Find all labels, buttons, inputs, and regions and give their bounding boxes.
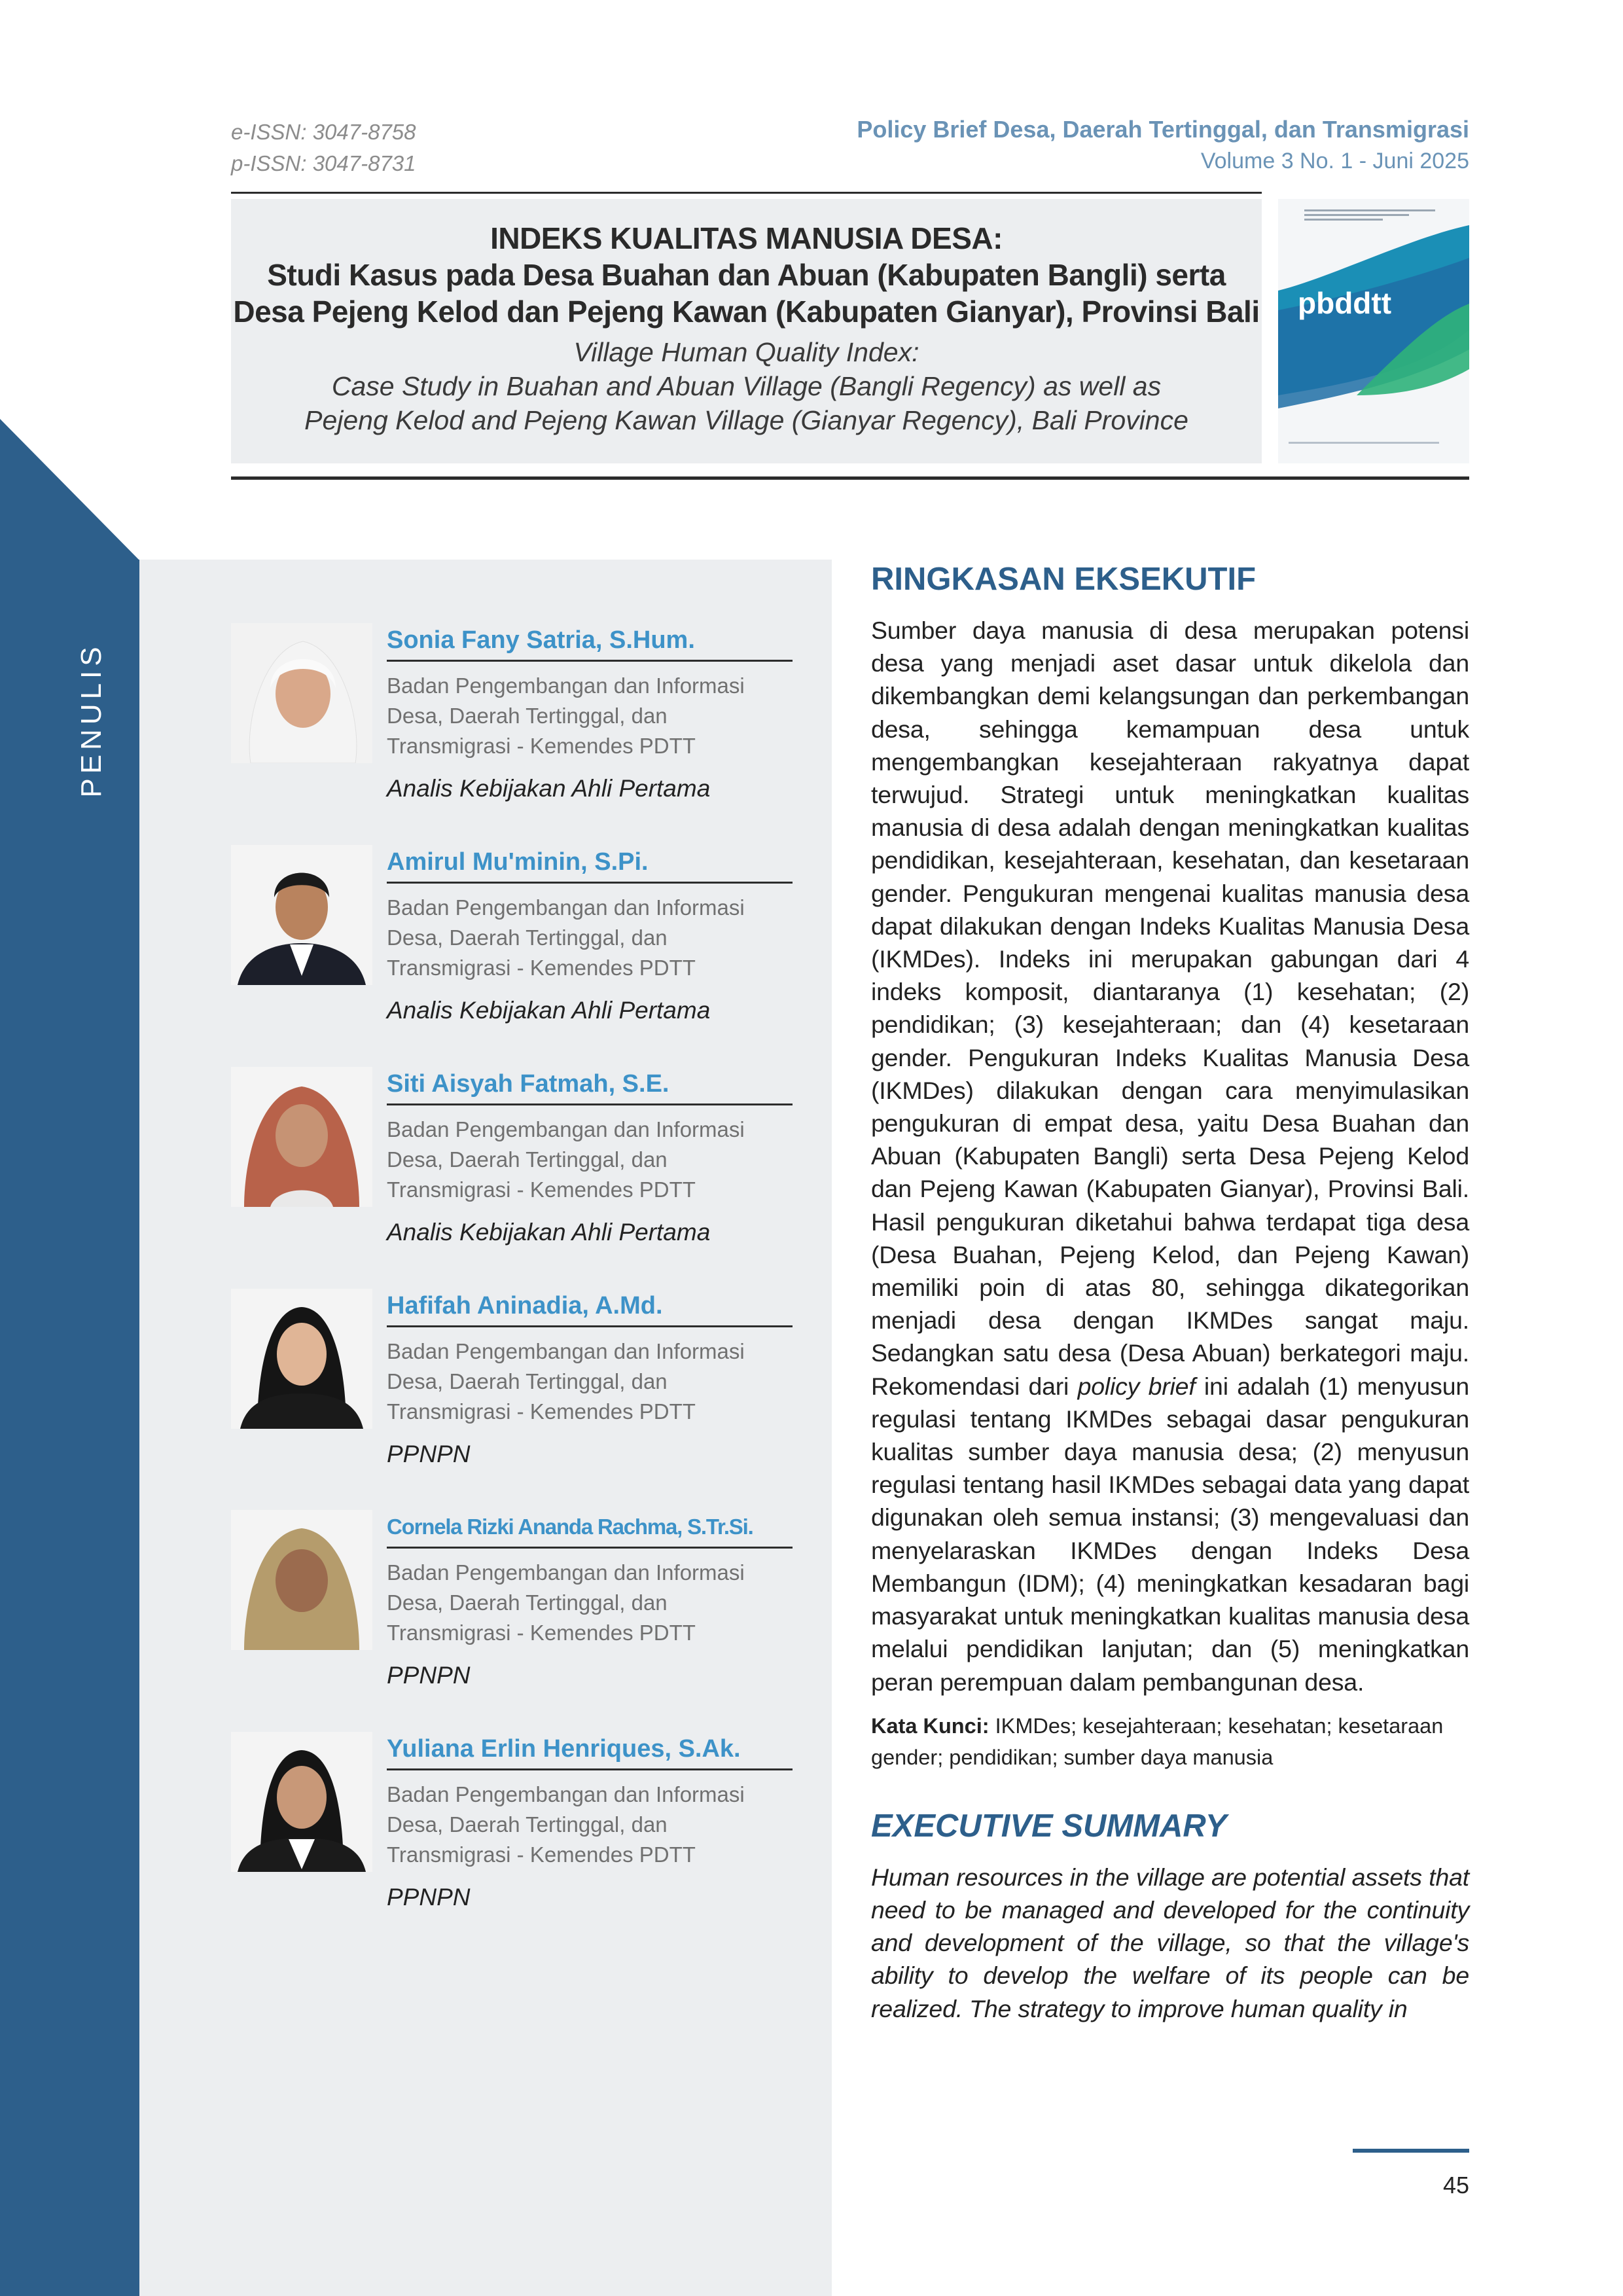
author-role: PPNPN (387, 1884, 471, 1910)
journal-volume: Volume 3 No. 1 - Juni 2025 (1200, 149, 1469, 173)
summary-column (871, 556, 1469, 2025)
title-english (231, 335, 1262, 437)
author-name: Siti Aisyah Fatmah, S.E. (387, 1067, 793, 1105)
author-name: Amirul Mu'minin, S.Pi. (387, 845, 793, 884)
institution-line: Transmigrasi - Kemendes PDTT (387, 1842, 696, 1867)
cover-footer-line (1289, 442, 1439, 444)
institution-line: Badan Pengembangan dan Informasi (387, 673, 745, 698)
ringkasan-text: ini adalah (1) menyusun regulasi tentang IKMDes sebagai dasar pengukuran kualitas sumber daya manusia desa; (2) menyusun regulasi tentang hasil IKMDes sebagai data yang dapat digunakan oleh semua instansi; (3) mengevaluasi dan menyelaraskan IKMDes dengan Indeks Desa Membangun (IDM); (4) meningkatkan kesadaran bagi masyarakat untuk meningkatkan kualitas manusia desa melalui pendidikan lanjutan; dan (5) meningkatkan peran perempuan dalam pembangunan desa. (871, 1372, 1470, 1696)
eissn-text: e-ISSN: 3047-8758 (231, 120, 416, 144)
executive-body: Human resources in the village are potential assets that need to be managed and developed for the continuity and development of the village, so that the village's ability to develop the welfare of its people can be realized. The strategy to improve human quality in (871, 1863, 1469, 2022)
keywords-label: Kata Kunci: (871, 1713, 990, 1738)
institution-line: Desa, Daerah Tertinggal, dan (387, 1812, 668, 1837)
author-role: PPNPN (387, 1441, 471, 1467)
title-en-line: Village Human Quality Index: (573, 337, 919, 367)
author-role: Analis Kebijakan Ahli Pertama (387, 775, 711, 802)
ringkasan-body (871, 614, 1469, 1698)
issn-block (231, 117, 416, 179)
institution-line: Desa, Daerah Tertinggal, dan (387, 1147, 668, 1172)
journal-cover-thumbnail (1278, 199, 1469, 463)
author-photo (231, 1289, 372, 1429)
author-institution (387, 893, 793, 983)
header-divider (231, 192, 1262, 194)
author-role: Analis Kebijakan Ahli Pertama (387, 997, 711, 1024)
cover-wave-graphic (1278, 199, 1469, 463)
keywords-list: IKMDes; kesejahteraan; kesehatan; kesetaraan gender; pendidikan; sumber daya manusia (871, 1713, 1444, 1769)
sidebar-band (0, 560, 139, 2296)
author-institution (387, 671, 793, 761)
institution-line: Badan Pengembangan dan Informasi (387, 1339, 745, 1363)
author-institution (387, 1780, 793, 1870)
ringkasan-emphasis: policy brief (1077, 1372, 1196, 1400)
author-name: Sonia Fany Satria, S.Hum. (387, 623, 793, 662)
author-role: PPNPN (387, 1662, 471, 1689)
sidebar-label: PENULIS (75, 642, 107, 798)
author-name: Hafifah Aninadia, A.Md. (387, 1289, 793, 1327)
institution-line: Transmigrasi - Kemendes PDTT (387, 1177, 696, 1202)
author-photo (231, 845, 372, 985)
institution-line: Desa, Daerah Tertinggal, dan (387, 704, 668, 728)
title-id-line: Studi Kasus pada Desa Buahan dan Abuan (Kabupaten Bangli) serta (267, 258, 1226, 292)
page-number: 45 (1442, 2172, 1469, 2198)
institution-line: Badan Pengembangan dan Informasi (387, 1560, 745, 1585)
title-en-line: Pejeng Kelod and Pejeng Kawan Village (Gianyar Regency), Bali Province (304, 405, 1188, 435)
author-institution (387, 1558, 793, 1648)
footer-rule (1353, 2149, 1469, 2153)
journal-title: Policy Brief Desa, Daerah Tertinggal, dan Transmigrasi (857, 116, 1469, 143)
institution-line: Transmigrasi - Kemendes PDTT (387, 956, 696, 980)
author-photo (231, 1067, 372, 1207)
author-name: Cornela Rizki Ananda Rachma, S.Tr.Si. (387, 1510, 793, 1549)
keywords (871, 1710, 1469, 1773)
institution-line: Desa, Daerah Tertinggal, dan (387, 1590, 668, 1615)
author-role: Analis Kebijakan Ahli Pertama (387, 1219, 711, 1246)
institution-line: Badan Pengembangan dan Informasi (387, 1782, 745, 1806)
ringkasan-heading: RINGKASAN EKSEKUTIF (871, 562, 1257, 597)
title-divider (231, 476, 1469, 480)
executive-heading: EXECUTIVE SUMMARY (871, 1808, 1227, 1844)
author-photo (231, 1732, 372, 1872)
author-photo (231, 1510, 372, 1650)
title-id-line: Desa Pejeng Kelod dan Pejeng Kawan (Kabupaten Gianyar), Provinsi Bali (233, 295, 1260, 329)
title-id-line: INDEKS KUALITAS MANUSIA DESA: (490, 221, 1003, 255)
institution-line: Desa, Daerah Tertinggal, dan (387, 1369, 668, 1393)
institution-line: Desa, Daerah Tertinggal, dan (387, 925, 668, 950)
institution-line: Badan Pengembangan dan Informasi (387, 1117, 745, 1141)
author-institution (387, 1115, 793, 1205)
title-indonesian (231, 220, 1262, 330)
cover-logo-text: pbddtt (1298, 286, 1392, 320)
pissn-text: p-ISSN: 3047-8731 (231, 151, 416, 175)
institution-line: Badan Pengembangan dan Informasi (387, 895, 745, 920)
author-photo (231, 623, 372, 763)
title-box (231, 199, 1262, 463)
institution-line: Transmigrasi - Kemendes PDTT (387, 734, 696, 758)
author-institution (387, 1336, 793, 1427)
author-name: Yuliana Erlin Henriques, S.Ak. (387, 1732, 793, 1770)
institution-line: Transmigrasi - Kemendes PDTT (387, 1399, 696, 1424)
title-en-line: Case Study in Buahan and Abuan Village (Bangli Regency) as well as (331, 371, 1162, 401)
institution-line: Transmigrasi - Kemendes PDTT (387, 1621, 696, 1645)
journal-block (857, 114, 1469, 177)
band-diagonal (0, 419, 139, 560)
ringkasan-text: Sumber daya manusia di desa merupakan potensi desa yang menjadi aset dasar untuk dikelola dan dikembangkan demi kelangsungan dan perkembangan desa, sehingga kemampuan desa untuk mengembangkan kesejahteraan rakyatnya dapat terwujud. Strategi untuk meningkatkan kualitas manusia di desa adalah dengan meningkatkan kualitas pendidikan, kesejahteraan, kesehatan, dan kesetaraan gender. Pengukuran mengenai kualitas manusia desa dapat dilakukan dengan Indeks Kualitas Manusia Desa (IKMDes). Indeks ini merupakan gabungan dari 4 indeks komposit, diantaranya (1) kesehatan; (2) pendidikan; (3) kesejahteraan; dan (4) kesetaraan gender. Pengukuran Indeks Kualitas Manusia Desa (IKMDes) dilakukan dengan cara menyimulasikan pengukuran di empat desa, yaitu Desa Buahan dan Abuan (Kabupaten Bangli) serta Desa Pejeng Kelod dan Pejeng Kawan (Kabupaten Gianyar), Provinsi Bali. Hasil pengukuran diketahui bahwa terdapat tiga desa (Desa Buahan, Pejeng Kelod, dan Pejeng Kawan) memiliki poin di atas 80, sehingga dikategorikan menjadi desa dengan IKMDes sangat maju. Sedangkan satu desa (Desa Abuan) berkategori maju. Rekomendasi dari (871, 617, 1469, 1400)
